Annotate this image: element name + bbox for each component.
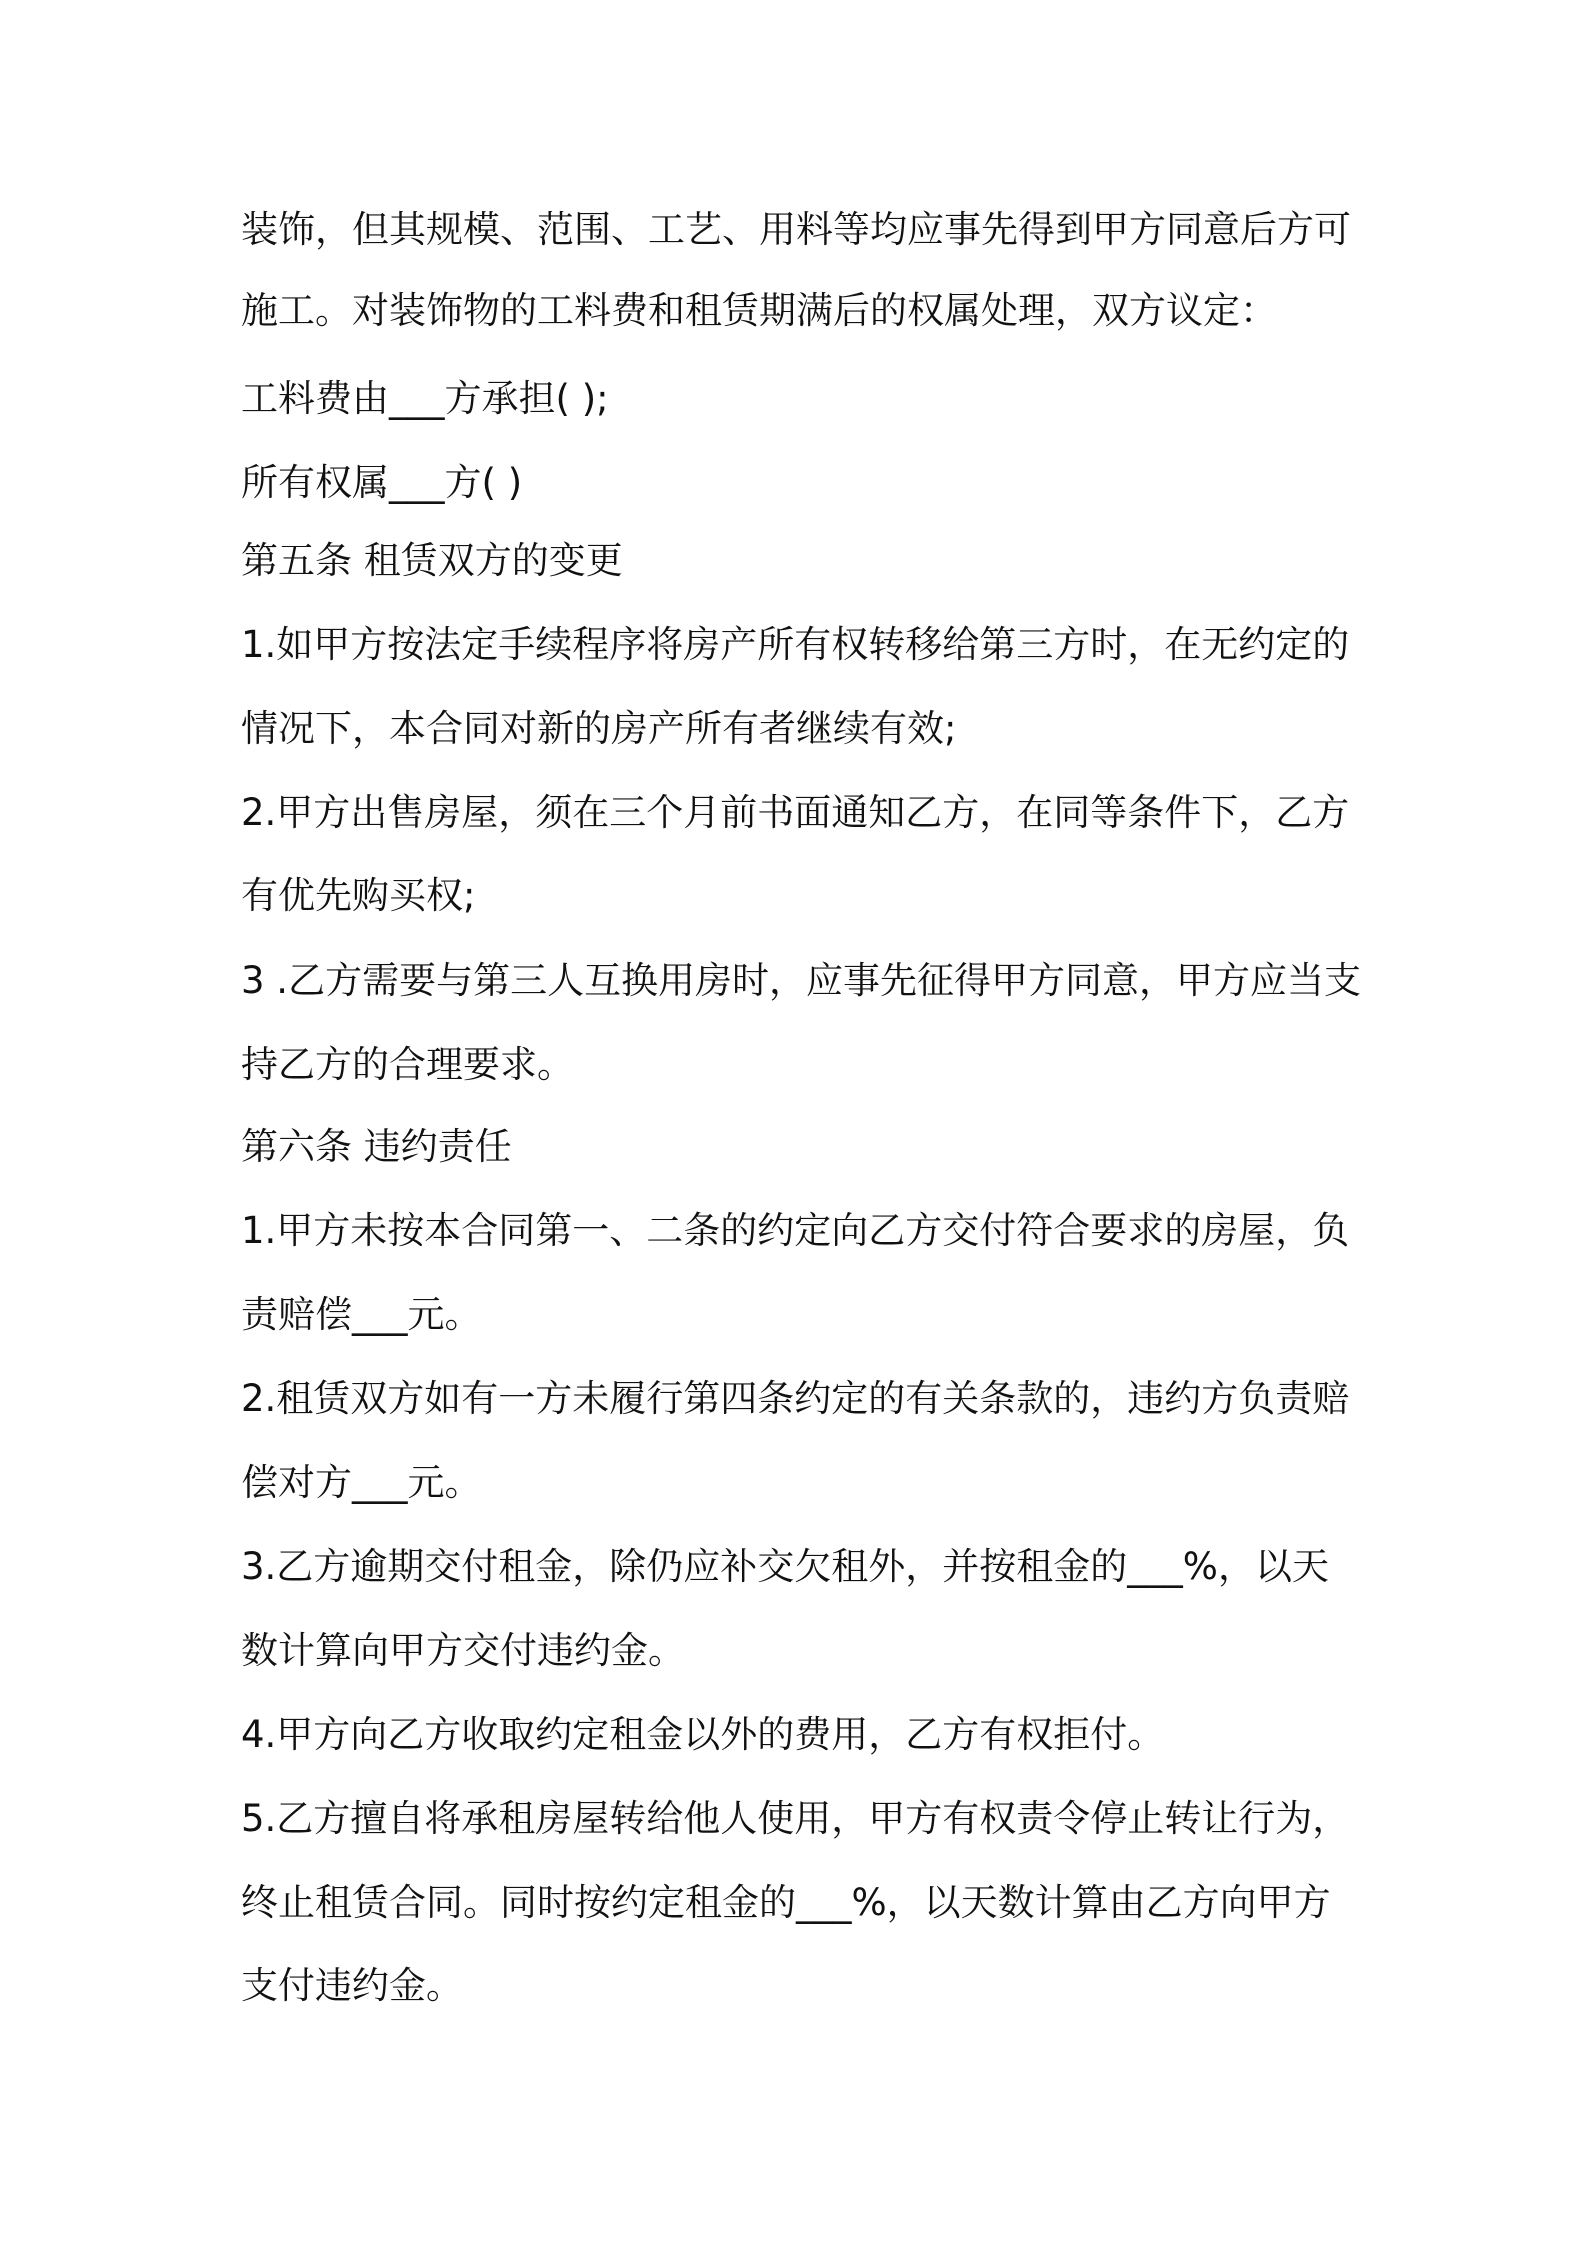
text-line: 数计算向甲方交付违约金。 [241,1629,685,1672]
text-line: 施工。对装饰物的工料费和租赁期满后的权属处理，双方议定： [241,289,1277,332]
text-line: 终止租赁合同。同时按约定租金的___%，以天数计算由乙方向甲方 [241,1881,1331,1924]
text-line: 责赔偿___元。 [241,1293,482,1336]
section-heading: 第六条 违约责任 [241,1125,512,1168]
text-line: 情况下，本合同对新的房产所有者继续有效; [241,707,957,750]
text-line: 3.乙方逾期交付租金，除仍应补交欠租外，并按租金的___%，以天 [241,1545,1329,1588]
text-line: 4.甲方向乙方收取约定租金以外的费用，乙方有权拒付。 [241,1713,1165,1756]
text-line: 持乙方的合理要求。 [241,1043,574,1086]
text-line: 装饰，但其规模、范围、工艺、用料等均应事先得到甲方同意后方可 [241,208,1351,251]
text-line: 偿对方___元。 [241,1461,482,1504]
text-line: 有优先购买权; [241,874,476,917]
text-line: 5.乙方擅自将承租房屋转给他人使用，甲方有权责令停止转让行为， [241,1797,1350,1840]
text-line: 所有权属___方( ) [241,461,523,504]
text-line: 2.甲方出售房屋，须在三个月前书面通知乙方，在同等条件下，乙方 [241,791,1350,834]
text-line: 支付违约金。 [241,1964,463,2007]
section-heading: 第五条 租赁双方的变更 [241,539,623,582]
text-line: 3 .乙方需要与第三人互换用房时，应事先征得甲方同意，甲方应当支 [241,959,1362,1002]
text-line: 1.甲方未按本合同第一、二条的约定向乙方交付符合要求的房屋，负 [241,1209,1350,1252]
text-line: 工料费由___方承担( ); [241,377,609,420]
text-line: 2.租赁双方如有一方未履行第四条约定的有关条款的，违约方负责赔 [241,1377,1350,1420]
text-line: 1.如甲方按法定手续程序将房产所有权转移给第三方时，在无约定的 [241,623,1350,666]
